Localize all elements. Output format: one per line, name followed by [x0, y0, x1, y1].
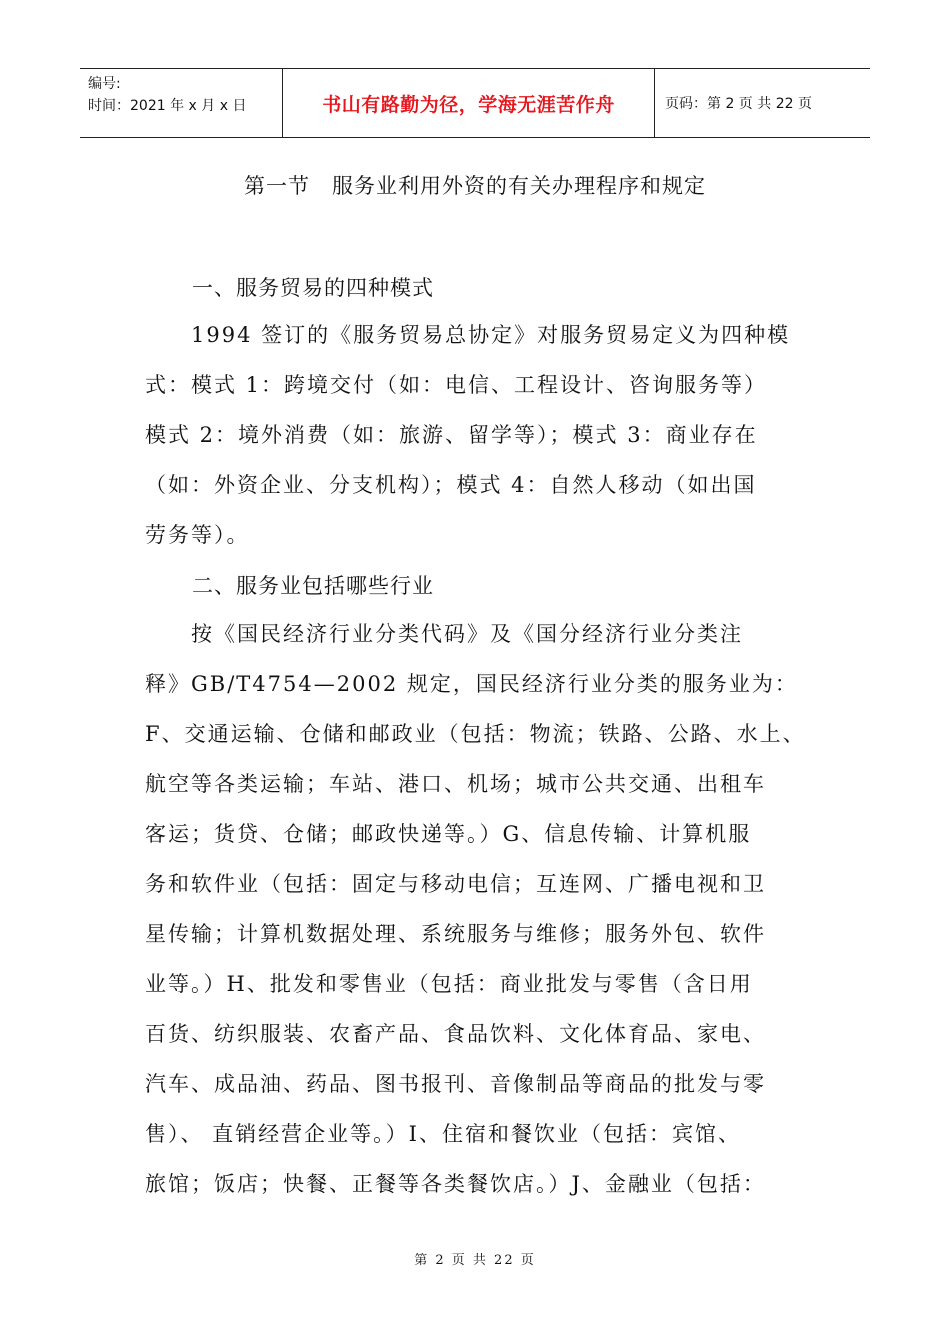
text-line: 客运；货贷、仓储；邮政快递等。）G、信息传输、计算机服 [145, 822, 752, 846]
page-header [80, 68, 870, 138]
document-date-label: 时间：2021 年 x 月 x 日 [88, 98, 247, 114]
header-page-info: 页码：第 2 页 共 22 页 [665, 96, 812, 112]
text-line: 业等。）H、批发和零售业（包括：商业批发与零售（含日用 [145, 972, 753, 996]
paragraph-service-industries [145, 609, 807, 1209]
text-line: （如：外资企业、分支机构）；模式 4：自然人移动（如出国 [145, 473, 757, 497]
text-line: 释》GB/T4754—2002 规定，国民经济行业分类的服务业为： [145, 672, 798, 696]
heading-service-industries: 二、服务业包括哪些行业 [192, 574, 434, 598]
text-line: 百货、纺织服装、农畜产品、食品饮料、文化体育品、家电、 [145, 1022, 766, 1046]
heading-service-trade-modes: 一、服务贸易的四种模式 [192, 276, 434, 300]
text-line: 1994 签订的《服务贸易总协定》对服务贸易定义为四种模 [145, 323, 791, 347]
text-line: 旅馆；饭店；快餐、正餐等各类餐饮店。）J、金融业（包括： [145, 1172, 766, 1196]
text-line: 模式 2：境外消费（如：旅游、留学等）；模式 3：商业存在 [145, 423, 758, 447]
text-line: 劳务等）。 [145, 523, 250, 547]
text-line: 按《国民经济行业分类代码》及《国分经济行业分类注 [145, 622, 743, 646]
section-title: 第一节 服务业利用外资的有关办理程序和规定 [244, 174, 706, 198]
page-footer: 第 2 页 共 22 页 [414, 1253, 536, 1268]
paragraph-service-trade-modes [145, 310, 807, 560]
text-line: 售）、 直销经营企业等。）I、住宿和餐饮业（包括：宾馆、 [145, 1122, 741, 1146]
text-line: 航空等各类运输；车站、港口、机场；城市公共交通、出租车 [145, 772, 766, 796]
text-line: 务和软件业（包括：固定与移动电信；互连网、广播电视和卫 [145, 872, 766, 896]
text-line: 汽车、成品油、药品、图书报刊、音像制品等商品的批发与零 [145, 1072, 766, 1096]
header-meta [80, 69, 282, 137]
document-number-label: 编号: [88, 76, 121, 92]
text-line: 星传输；计算机数据处理、系统服务与维修；服务外包、软件 [145, 922, 766, 946]
text-line: F、交通运输、仓储和邮政业（包括：物流；铁路、公路、水上、 [145, 722, 806, 746]
text-line: 式：模式 1：跨境交付（如：电信、工程设计、咨询服务等） [145, 373, 768, 397]
header-motto: 书山有路勤为径，学海无涯苦作舟 [282, 69, 655, 137]
